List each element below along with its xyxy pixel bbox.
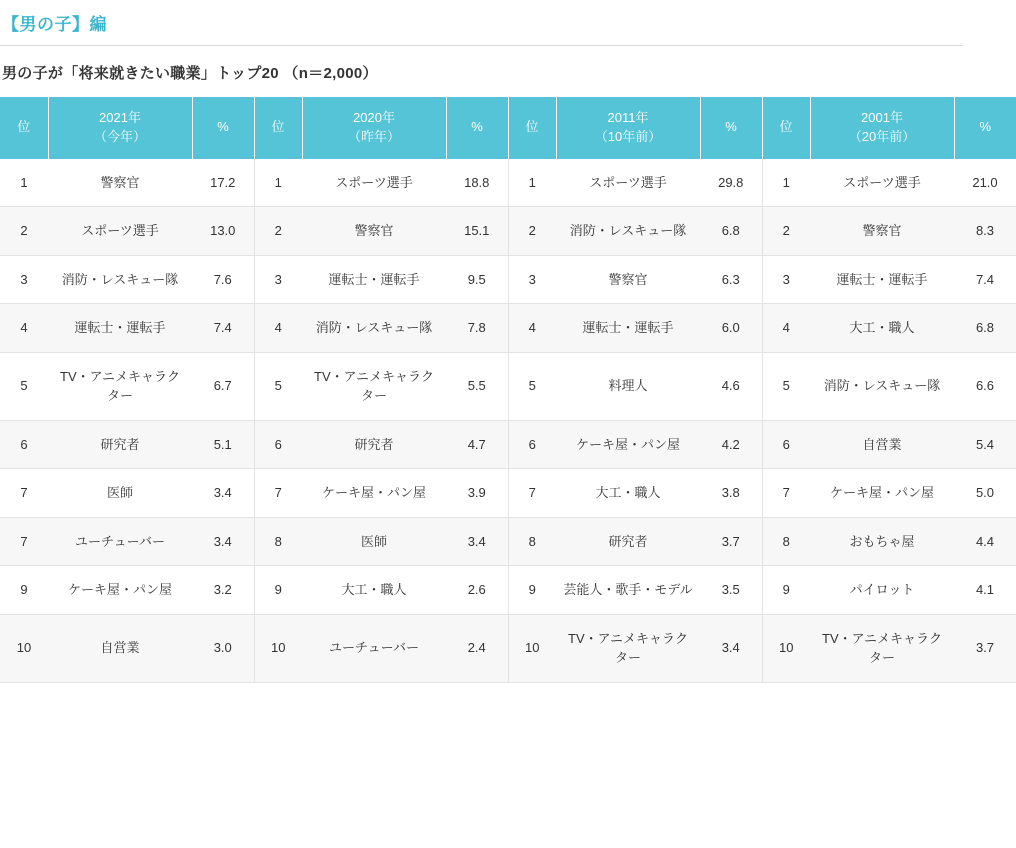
page-title: 【男の子】編 bbox=[0, 0, 963, 46]
cell-rank: 4 bbox=[508, 304, 556, 353]
cell-pct: 6.3 bbox=[700, 255, 762, 304]
table-row bbox=[0, 420, 1016, 469]
cell-job: 大工・職人 bbox=[302, 566, 446, 615]
cell-job: TV・アニメキャラクター bbox=[556, 614, 700, 682]
cell-pct: 6.8 bbox=[700, 207, 762, 256]
cell-job: 医師 bbox=[48, 469, 192, 518]
cell-job: ユーチューバー bbox=[48, 517, 192, 566]
cell-rank: 10 bbox=[762, 614, 810, 682]
cell-job: 運転士・運転手 bbox=[302, 255, 446, 304]
header-pct-2011: % bbox=[700, 97, 762, 159]
cell-job: ケーキ屋・パン屋 bbox=[556, 420, 700, 469]
cell-rank: 3 bbox=[254, 255, 302, 304]
cell-rank: 7 bbox=[254, 469, 302, 518]
cell-job: 研究者 bbox=[48, 420, 192, 469]
cell-rank: 3 bbox=[508, 255, 556, 304]
cell-pct: 3.5 bbox=[700, 566, 762, 615]
cell-rank: 6 bbox=[254, 420, 302, 469]
cell-job: TV・アニメキャラクター bbox=[810, 614, 954, 682]
ranking-table bbox=[0, 97, 1016, 683]
cell-rank: 4 bbox=[254, 304, 302, 353]
cell-job: 消防・レスキュー隊 bbox=[556, 207, 700, 256]
cell-pct: 3.7 bbox=[954, 614, 1016, 682]
cell-pct: 3.8 bbox=[700, 469, 762, 518]
cell-pct: 7.4 bbox=[192, 304, 254, 353]
cell-rank: 8 bbox=[762, 517, 810, 566]
cell-rank: 9 bbox=[0, 566, 48, 615]
cell-pct: 7.6 bbox=[192, 255, 254, 304]
cell-job: 運転士・運転手 bbox=[48, 304, 192, 353]
cell-rank: 8 bbox=[254, 517, 302, 566]
cell-pct: 2.4 bbox=[446, 614, 508, 682]
cell-pct: 9.5 bbox=[446, 255, 508, 304]
header-pct-2001: % bbox=[954, 97, 1016, 159]
header-year-2021 bbox=[48, 97, 192, 159]
cell-job: TV・アニメキャラクター bbox=[48, 352, 192, 420]
cell-pct: 3.4 bbox=[700, 614, 762, 682]
cell-job: 医師 bbox=[302, 517, 446, 566]
cell-job: 料理人 bbox=[556, 352, 700, 420]
cell-rank: 5 bbox=[508, 352, 556, 420]
cell-job: スポーツ選手 bbox=[48, 207, 192, 256]
cell-pct: 5.5 bbox=[446, 352, 508, 420]
cell-pct: 18.8 bbox=[446, 159, 508, 207]
header-rank-2011: 位 bbox=[508, 97, 556, 159]
cell-job: 研究者 bbox=[302, 420, 446, 469]
table-header bbox=[0, 97, 1016, 159]
cell-rank: 2 bbox=[508, 207, 556, 256]
cell-pct: 3.2 bbox=[192, 566, 254, 615]
header-year-2001-line1: 2001年 bbox=[861, 110, 903, 125]
cell-pct: 7.8 bbox=[446, 304, 508, 353]
table-row bbox=[0, 255, 1016, 304]
cell-job: 自営業 bbox=[810, 420, 954, 469]
cell-pct: 6.6 bbox=[954, 352, 1016, 420]
cell-job: ケーキ屋・パン屋 bbox=[810, 469, 954, 518]
cell-job: 大工・職人 bbox=[810, 304, 954, 353]
cell-job: 大工・職人 bbox=[556, 469, 700, 518]
header-year-2021-line1: 2021年 bbox=[99, 110, 141, 125]
cell-rank: 7 bbox=[0, 517, 48, 566]
cell-job: 警察官 bbox=[48, 159, 192, 207]
header-year-2020-line2: （昨年） bbox=[347, 128, 400, 144]
cell-job: 警察官 bbox=[556, 255, 700, 304]
cell-rank: 3 bbox=[0, 255, 48, 304]
cell-rank: 5 bbox=[254, 352, 302, 420]
header-pct-2020: % bbox=[446, 97, 508, 159]
cell-pct: 2.6 bbox=[446, 566, 508, 615]
cell-pct: 6.0 bbox=[700, 304, 762, 353]
cell-rank: 8 bbox=[508, 517, 556, 566]
cell-pct: 5.1 bbox=[192, 420, 254, 469]
header-year-2001-line2: （20年前） bbox=[848, 128, 916, 144]
cell-job: スポーツ選手 bbox=[810, 159, 954, 207]
header-pct-2021: % bbox=[192, 97, 254, 159]
cell-rank: 2 bbox=[762, 207, 810, 256]
cell-rank: 1 bbox=[762, 159, 810, 207]
header-rank-2020: 位 bbox=[254, 97, 302, 159]
header-year-2020 bbox=[302, 97, 446, 159]
cell-rank: 10 bbox=[254, 614, 302, 682]
cell-pct: 3.4 bbox=[446, 517, 508, 566]
cell-job: 運転士・運転手 bbox=[556, 304, 700, 353]
cell-pct: 3.4 bbox=[192, 517, 254, 566]
cell-job: スポーツ選手 bbox=[556, 159, 700, 207]
cell-pct: 3.7 bbox=[700, 517, 762, 566]
cell-job: 消防・レスキュー隊 bbox=[302, 304, 446, 353]
cell-rank: 4 bbox=[0, 304, 48, 353]
cell-job: ケーキ屋・パン屋 bbox=[48, 566, 192, 615]
table-row bbox=[0, 566, 1016, 615]
cell-pct: 4.7 bbox=[446, 420, 508, 469]
cell-job: おもちゃ屋 bbox=[810, 517, 954, 566]
header-year-2011-line1: 2011年 bbox=[607, 110, 649, 125]
cell-rank: 6 bbox=[0, 420, 48, 469]
header-year-2011-line2: （10年前） bbox=[594, 128, 662, 144]
cell-rank: 1 bbox=[254, 159, 302, 207]
cell-pct: 3.9 bbox=[446, 469, 508, 518]
cell-pct: 3.0 bbox=[192, 614, 254, 682]
cell-rank: 6 bbox=[508, 420, 556, 469]
cell-rank: 3 bbox=[762, 255, 810, 304]
cell-rank: 5 bbox=[0, 352, 48, 420]
cell-job: 自営業 bbox=[48, 614, 192, 682]
table-row bbox=[0, 352, 1016, 420]
table-row bbox=[0, 159, 1016, 207]
header-rank-2021: 位 bbox=[0, 97, 48, 159]
cell-pct: 17.2 bbox=[192, 159, 254, 207]
cell-pct: 4.4 bbox=[954, 517, 1016, 566]
cell-job: ケーキ屋・パン屋 bbox=[302, 469, 446, 518]
cell-rank: 5 bbox=[762, 352, 810, 420]
table-subtitle: 男の子が「将来就きたい職業」トップ20 （n＝2,000） bbox=[2, 65, 378, 82]
cell-job: 研究者 bbox=[556, 517, 700, 566]
cell-pct: 4.1 bbox=[954, 566, 1016, 615]
cell-job: 消防・レスキュー隊 bbox=[810, 352, 954, 420]
cell-rank: 9 bbox=[508, 566, 556, 615]
table-row bbox=[0, 517, 1016, 566]
cell-rank: 7 bbox=[0, 469, 48, 518]
cell-pct: 5.4 bbox=[954, 420, 1016, 469]
cell-pct: 6.8 bbox=[954, 304, 1016, 353]
cell-job: スポーツ選手 bbox=[302, 159, 446, 207]
table-row bbox=[0, 469, 1016, 518]
cell-rank: 9 bbox=[762, 566, 810, 615]
cell-pct: 4.6 bbox=[700, 352, 762, 420]
cell-pct: 8.3 bbox=[954, 207, 1016, 256]
cell-pct: 7.4 bbox=[954, 255, 1016, 304]
cell-job: 警察官 bbox=[810, 207, 954, 256]
cell-pct: 6.7 bbox=[192, 352, 254, 420]
cell-pct: 21.0 bbox=[954, 159, 1016, 207]
cell-rank: 6 bbox=[762, 420, 810, 469]
cell-job: 運転士・運転手 bbox=[810, 255, 954, 304]
cell-rank: 7 bbox=[762, 469, 810, 518]
cell-job: パイロット bbox=[810, 566, 954, 615]
cell-rank: 2 bbox=[254, 207, 302, 256]
cell-pct: 4.2 bbox=[700, 420, 762, 469]
cell-rank: 1 bbox=[0, 159, 48, 207]
cell-rank: 2 bbox=[0, 207, 48, 256]
table-body bbox=[0, 159, 1016, 683]
cell-pct: 15.1 bbox=[446, 207, 508, 256]
cell-job: 芸能人・歌手・モデル bbox=[556, 566, 700, 615]
table-header-row bbox=[0, 97, 1016, 159]
cell-rank: 10 bbox=[0, 614, 48, 682]
cell-rank: 10 bbox=[508, 614, 556, 682]
cell-rank: 4 bbox=[762, 304, 810, 353]
cell-pct: 29.8 bbox=[700, 159, 762, 207]
cell-job: ユーチューバー bbox=[302, 614, 446, 682]
header-year-2020-line1: 2020年 bbox=[353, 110, 395, 125]
header-year-2021-line2: （今年） bbox=[93, 128, 146, 144]
cell-job: TV・アニメキャラクター bbox=[302, 352, 446, 420]
cell-pct: 3.4 bbox=[192, 469, 254, 518]
cell-job: 消防・レスキュー隊 bbox=[48, 255, 192, 304]
header-rank-2001: 位 bbox=[762, 97, 810, 159]
cell-rank: 1 bbox=[508, 159, 556, 207]
table-row bbox=[0, 614, 1016, 682]
cell-rank: 9 bbox=[254, 566, 302, 615]
table-row bbox=[0, 207, 1016, 256]
header-year-2011 bbox=[556, 97, 700, 159]
cell-pct: 5.0 bbox=[954, 469, 1016, 518]
cell-rank: 7 bbox=[508, 469, 556, 518]
cell-pct: 13.0 bbox=[192, 207, 254, 256]
header-year-2001 bbox=[810, 97, 954, 159]
cell-job: 警察官 bbox=[302, 207, 446, 256]
table-row bbox=[0, 304, 1016, 353]
